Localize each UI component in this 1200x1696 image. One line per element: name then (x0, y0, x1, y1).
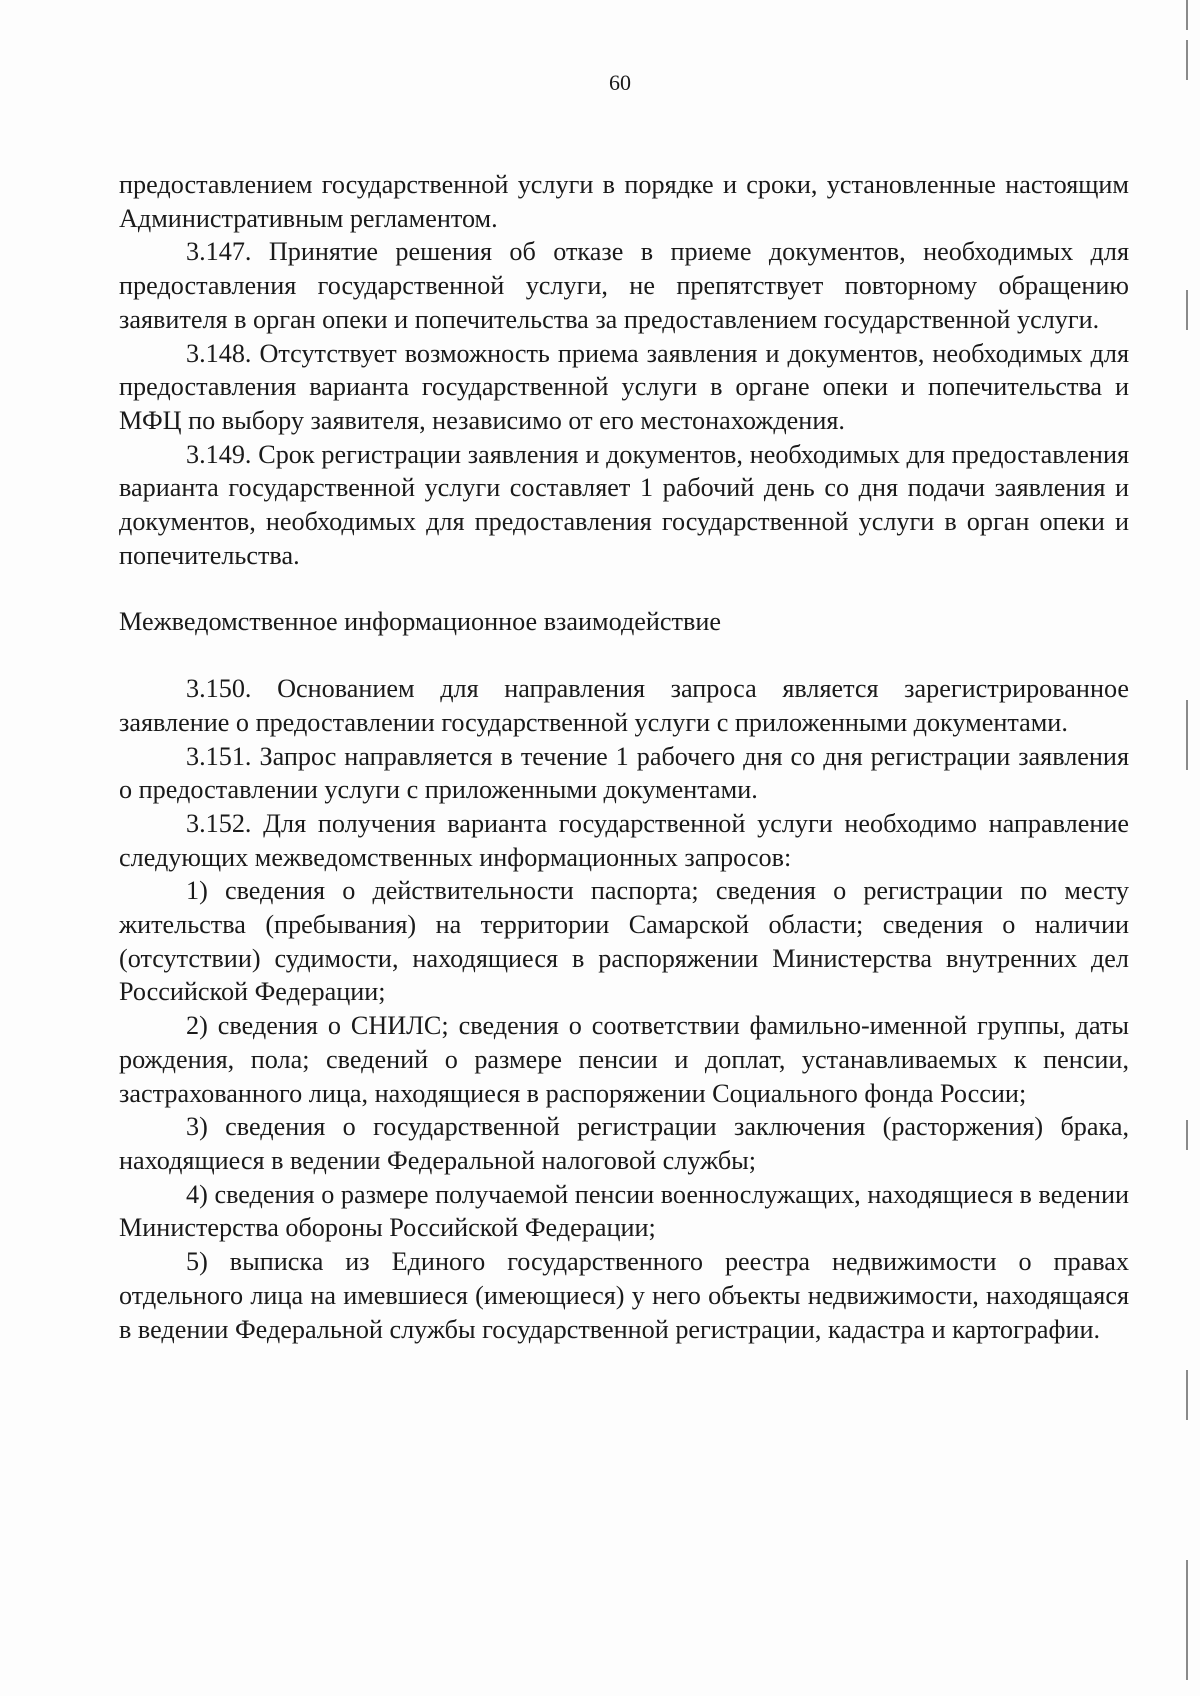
paragraph-3-150: 3.150. Основанием для направления запроса является зарегистрированное заявление о предоставлении государственной услуги с приложенными документами. (119, 674, 1129, 737)
paragraph-3-152: 3.152. Для получения варианта государственной услуги необходимо направление следующих межведомственных информационных запросов: (119, 808, 1129, 872)
paragraph-3-147: 3.147. Принятие решения об отказе в приеме документов, необходимых для предоставления государственной услуги, не препятствует повторному обращению заявителя в орган опеки и попечительства за предоставлением государственной услуги. (119, 237, 1129, 334)
scan-margin-line (1186, 0, 1188, 30)
scan-margin-line (1186, 40, 1188, 80)
paragraph-3-151: 3.151. Запрос направляется в течение 1 рабочего дня со дня регистрации заявления о предоставлении услуги с приложенными документами. (119, 741, 1129, 805)
list-item-2: 2) сведения о СНИЛС; сведения о соответствии фамильно-именной группы, даты рождения, пола; сведений о размере пенсии и доплат, устанавливаемых к пенсии, застрахованного лица, находящиеся в распоряжении Социального фонда России; (119, 1011, 1129, 1108)
document-body (119, 168, 1129, 1346)
paragraph-3-148: 3.148. Отсутствует возможность приема заявления и документов, необходимых для предоставления варианта государственной услуги в органе опеки и попечительства и МФЦ по выбору заявителя, независимо от его местонахождения. (119, 338, 1129, 435)
page-number: 60 (609, 70, 631, 95)
list-item-3: 3) сведения о государственной регистрации заключения (расторжения) брака, находящиеся в ведении Федеральной налоговой службы; (119, 1112, 1129, 1175)
scan-margin-line (1186, 290, 1188, 330)
list-item-5: 5) выписка из Единого государственного реестра недвижимости о правах отдельного лица на имевшиеся (имеющиеся) у него объекты недвижимости, находящаяся в ведении Федеральной службы государственной регистрации, кадастра и картографии. (119, 1247, 1129, 1344)
list-item-1: 1) сведения о действительности паспорта; сведения о регистрации по месту жительства (пребывания) на территории Самарской области; сведения о наличии (отсутствии) судимости, находящиеся в распоряжении Министерства внутренних дел Российской Федерации; (119, 876, 1129, 1007)
scan-margin-line (1186, 1370, 1188, 1420)
paragraph-continuation: предоставлением государственной услуги в порядке и сроки, установленные настоящим Административным регламентом. (119, 170, 1129, 233)
list-item-4: 4) сведения о размере получаемой пенсии военнослужащих, находящиеся в ведении Министерства обороны Российской Федерации; (119, 1179, 1129, 1243)
section-heading: Межведомственное информационное взаимодействие (119, 607, 721, 637)
scan-margin-line (1186, 1120, 1188, 1150)
paragraph-3-149: 3.149. Срок регистрации заявления и документов, необходимых для предоставления варианта государственной услуги составляет 1 рабочий день со дня подачи заявления и документов, необходимых для предоставления государственной услуги в орган опеки и попечительства. (119, 439, 1129, 570)
scan-margin-line (1186, 700, 1188, 770)
scan-margin-line (1186, 1560, 1188, 1680)
